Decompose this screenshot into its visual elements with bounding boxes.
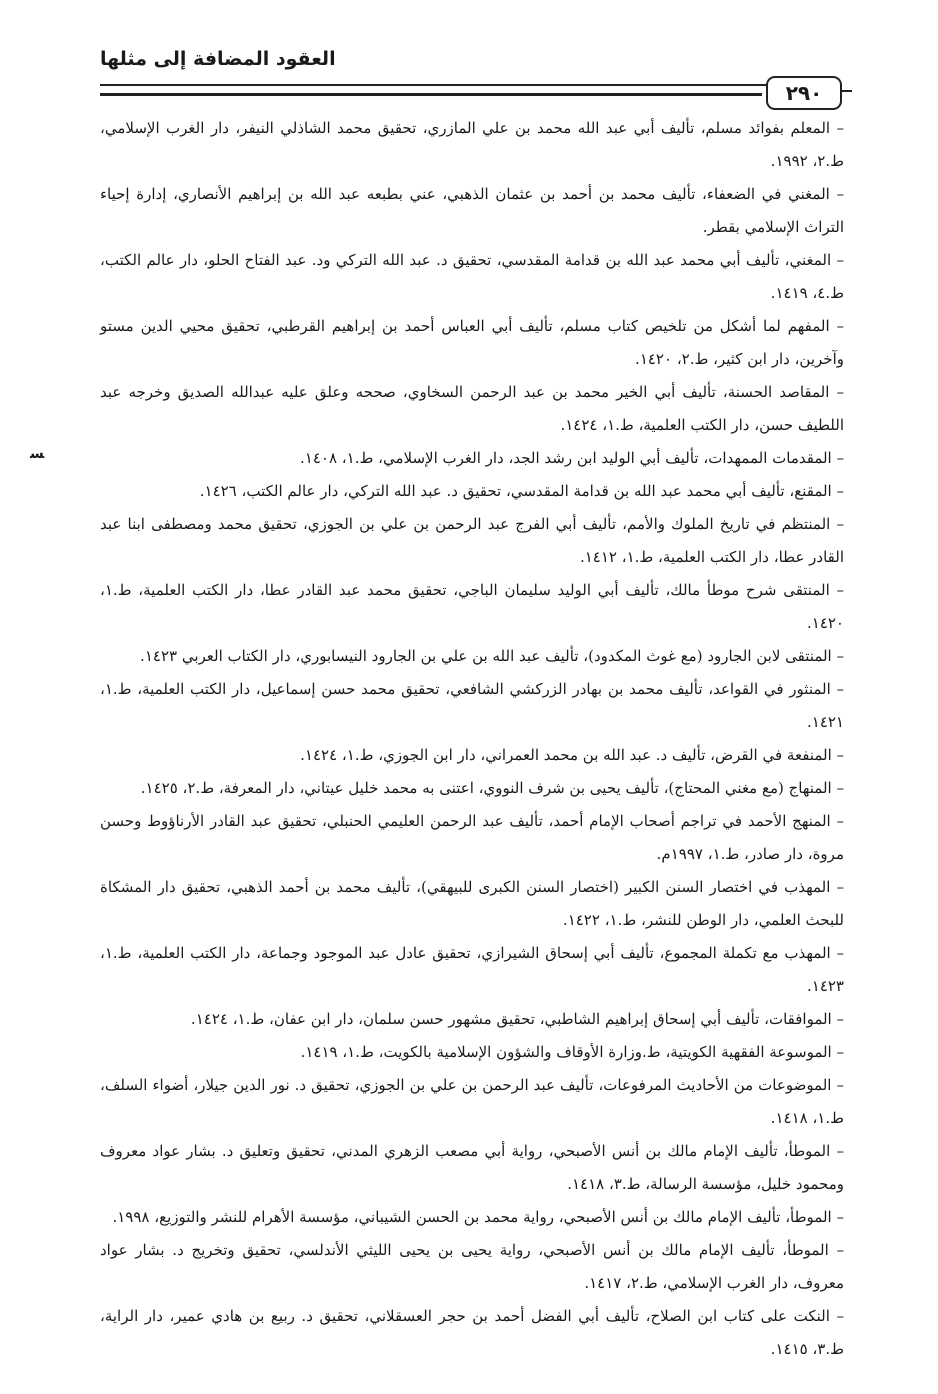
margin-mark: ﺴ [30,446,45,462]
bibliography-entry: – الموافقات، تأليف أبي إسحاق إبراهيم الشاطبي، تحقيق مشهور حسن سلمان، دار ابن عفان، ط.١، ١٤٢٤. [190,1010,844,1028]
page-number: ٢٩٠ [766,76,842,110]
bibliography-entry: – المغني، تأليف أبي محمد عبد الله بن قدامة المقدسي، تحقيق د. عبد الله التركي ود. عبد الفتاح الحلو، دار عالم الكتب، ط.٤، ١٤١٩. [100,251,844,302]
bibliography-entry: – الموطأ، تأليف الإمام مالك بن أنس الأصبحي، رواية محمد بن الحسن الشيباني، مؤسسة الأهرام للنشر والتوزيع، ١٩٩٨. [112,1208,844,1226]
bibliography-entry: – المهذب مع تكملة المجموع، تأليف أبي إسحاق الشيرازي، تحقيق عادل عبد الموجود وجماعة، دار الكتب العلمية، ط.١، ١٤٢٣. [100,944,844,995]
bibliography-entry: – الموطأ، تأليف الإمام مالك بن أنس الأصبحي، رواية أبي مصعب الزهري المدني، تحقيق وتعليق د. بشار عواد معروف ومحمود خليل، مؤسسة الرسالة، ط.٣، ١٤١٨. [100,1142,844,1193]
bibliography-entry: – المنتقى لابن الجارود (مع غوث المكدود)، تأليف عبد الله بن علي بن الجارود النيسابوري، دار الكتاب العربي ١٤٢٣. [140,647,844,665]
bibliography-list [100,112,844,1366]
bibliography-entry: – المقنع، تأليف أبي محمد عبد الله بن قدامة المقدسي، تحقيق د. عبد الله التركي، دار عالم الكتب، ١٤٢٦. [199,482,844,500]
bibliography-entry: – المنثور في القواعد، تأليف محمد بن بهادر الزركشي الشافعي، تحقيق محمد حسن إسماعيل، دار الكتب العلمية، ط.١، ١٤٢١. [100,680,844,731]
bibliography-entry: – المقدمات الممهدات، تأليف أبي الوليد ابن رشد الجد، دار الغرب الإسلامي، ط.١، ١٤٠٨. [300,449,844,467]
bibliography-entry: – المنفعة في القرض، تأليف د. عبد الله بن محمد العمراني، دار ابن الجوزي، ط.١، ١٤٢٤. [300,746,844,764]
bibliography-entry: – المنتقى شرح موطأ مالك، تأليف أبي الوليد سليمان الباجي، تحقيق محمد عبد القادر عطا، دار الكتب العلمية، ط.١، ١٤٢٠. [100,581,844,632]
running-title: العقود المضافة إلى مثلها [100,48,336,70]
bibliography-entry: – المقاصد الحسنة، تأليف أبي الخير محمد بن عبد الرحمن السخاوي، صححه وعلق عليه عبدالله الصديق وخرجه عبد اللطيف حسن، دار الكتب العلمية، ط.١، ١٤٢٤. [100,383,844,434]
bibliography-entry: – النكت على كتاب ابن الصلاح، تأليف أبي الفضل أحمد بن حجر العسقلاني، تحقيق د. ربيع بن هادي عمير، دار الراية، ط.٣، ١٤١٥. [100,1307,844,1358]
bibliography-entry: – الموطأ، تأليف الإمام مالك بن أنس الأصبحي، رواية يحيى بن يحيى الليثي الأندلسي، تحقيق وتخريج د. بشار عواد معروف، دار الغرب الإسلامي، ط.٢، ١٤١٧. [100,1241,844,1292]
bibliography-entry: – المغني في الضعفاء، تأليف محمد بن أحمد بن عثمان الذهبي، عني بطبعه عبد الله بن إبراهيم الأنصاري، إدارة إحياء التراث الإسلامي بقطر. [100,185,844,236]
header-rule-bottom [100,93,762,96]
bibliography-entry: – المهذب في اختصار السنن الكبير (اختصار السنن الكبرى للبيهقي)، تأليف محمد بن أحمد الذهبي، تحقيق دار المشكاة للبحث العلمي، دار الوطن للنشر، ط.١، ١٤٢٢. [100,878,844,929]
bibliography-entry: – المنهج الأحمد في تراجم أصحاب الإمام أحمد، تأليف عبد الرحمن العليمي الحنبلي، تحقيق عبد القادر الأرناؤوط وحسن مروة، دار صادر، ط.١، ١٩٩٧م. [100,812,844,863]
bibliography-entry: – الموضوعات من الأحاديث المرفوعات، تأليف عبد الرحمن بن علي بن الجوزي، تحقيق د. نور الدين جيلار، أضواء السلف، ط.١، ١٤١٨. [100,1076,844,1127]
bibliography-entry: – الموسوعة الفقهية الكويتية، ط.وزارة الأوقاف والشؤون الإسلامية بالكويت، ط.١، ١٤١٩. [300,1043,844,1061]
bibliography-entry: – المنهاج (مع مغني المحتاج)، تأليف يحيى بن شرف النووي، اعتنى به محمد خليل عيتاني، دار المعرفة، ط.٢، ١٤٢٥. [140,779,844,797]
bibliography-entry: – المعلم بفوائد مسلم، تأليف أبي عبد الله محمد بن علي المازري، تحقيق محمد الشاذلي النيفر، دار الغرب الإسلامي، ط.٢، ١٩٩٢. [100,119,844,170]
bibliography-entry: – المنتظم في تاريخ الملوك والأمم، تأليف أبي الفرج عبد الرحمن بن علي بن الجوزي، تحقيق محمد ومصطفى ابنا عبد القادر عطا، دار الكتب العلمية، ط.١، ١٤١٢. [100,515,844,566]
bibliography-entry: – المفهم لما أشكل من تلخيص كتاب مسلم، تأليف أبي العباس أحمد بن إبراهيم القرطبي، تحقيق محيي الدين مستو وآخرين، دار ابن كثير، ط.٢، ١٤٢٠. [100,317,844,368]
header-rule-top [100,84,838,86]
